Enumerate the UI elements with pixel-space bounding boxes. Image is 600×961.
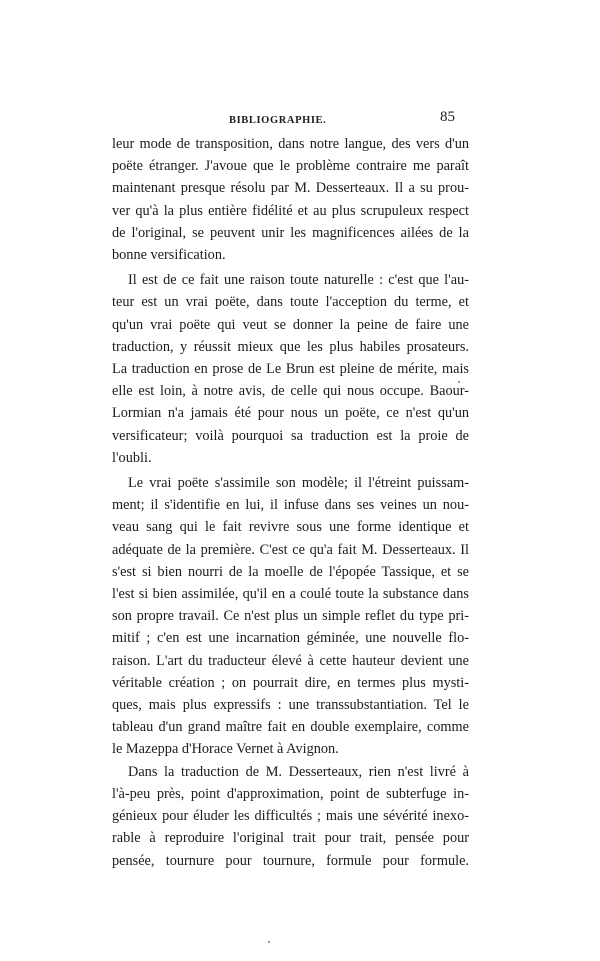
text-line: Il est de ce fait une raison toute naturelle : c'est que l'au- — [128, 272, 469, 289]
text-line: l'oubli. — [112, 449, 152, 466]
text-line: Le vrai poëte s'assimile son modèle; il l'étreint puissam- — [128, 475, 469, 492]
text-line: veau sang qui le fait revivre sous une forme identique et — [112, 519, 469, 536]
text-line: traduction, y réussit mieux que les plus habiles prosateurs. — [112, 338, 469, 355]
text-line: son propre travail. Ce n'est plus un simple reflet du type pri- — [112, 608, 469, 625]
print-speck — [458, 381, 460, 383]
text-line: poëte étranger. J'avoue que le problème contraire me paraît — [112, 158, 469, 175]
text-line: qu'un vrai poëte qui veut se donner la peine de faire une — [112, 316, 469, 333]
text-line: teur est un vrai poëte, dans toute l'acception du terme, et — [112, 294, 469, 311]
text-line: l'à-peu près, point d'approximation, point de subterfuge in- — [112, 785, 469, 802]
paragraph-2 — [112, 269, 469, 469]
text-line: maintenant presque résolu par M. Desserteaux. Il a su prou- — [112, 180, 469, 197]
text-line: ques, mais plus expressifs : une transsubstantiation. Tel le — [112, 697, 469, 714]
paragraph-1 — [112, 133, 469, 266]
text-line: raison. L'art du traducteur élevé à cette hauteur devient une — [112, 652, 469, 669]
text-line: ment; il s'identifie en lui, il infuse dans ses veines un nou- — [112, 497, 469, 514]
text-line: ver qu'à la plus entière fidélité et au plus scrupuleux respect — [112, 202, 469, 219]
text-line: mitif ; c'en est une incarnation géminée, une nouvelle flo- — [112, 630, 469, 647]
page-number: 85 — [440, 109, 455, 125]
text-line: elle est loin, à notre avis, de celle qui nous occupe. Baour- — [112, 383, 469, 400]
text-line: génieux pour éluder les difficultés ; mais une sévérité inexo- — [112, 808, 469, 825]
text-line: leur mode de transposition, dans notre langue, des vers d'un — [112, 136, 469, 152]
text-line: de l'original, se peuvent unir les magnificences ailées de la — [112, 224, 469, 241]
text-line: l'est si bien assimilée, qu'il en a coulé toute la substance dans — [112, 586, 469, 603]
text-line: le Mazeppa d'Horace Vernet à Avignon. — [112, 741, 339, 758]
text-line: pensée, tournure pour tournure, formule pour formule. — [112, 852, 469, 869]
text-line: Lormian n'a jamais été pour nous un poëte, ce n'est qu'un — [112, 405, 469, 422]
text-line: tableau d'un grand maître fait en double exemplaire, comme — [112, 719, 469, 736]
text-line: rable à reproduire l'original trait pour trait, pensée pour — [112, 830, 469, 847]
text-line: Dans la traduction de M. Desserteaux, rien n'est livré à — [128, 763, 469, 780]
text-line: s'est si bien nourri de la moelle de l'épopée Tassique, et se — [112, 563, 469, 580]
paragraph-4 — [112, 761, 469, 872]
text-line: adéquate de la première. C'est ce qu'a fait M. Desserteaux. Il — [112, 541, 469, 558]
print-speck — [268, 941, 270, 943]
body-text — [112, 133, 469, 872]
paragraph-3 — [112, 472, 469, 761]
running-title: BIBLIOGRAPHIE. — [229, 115, 327, 126]
text-line: bonne versification. — [112, 247, 226, 264]
text-line: versificateur; voilà pourquoi sa traduction est la proie de — [112, 427, 469, 444]
text-line: véritable création ; on pourrait dire, en termes plus mysti- — [112, 674, 469, 691]
text-line: La traduction en prose de Le Brun est pleine de mérite, mais — [112, 361, 469, 378]
